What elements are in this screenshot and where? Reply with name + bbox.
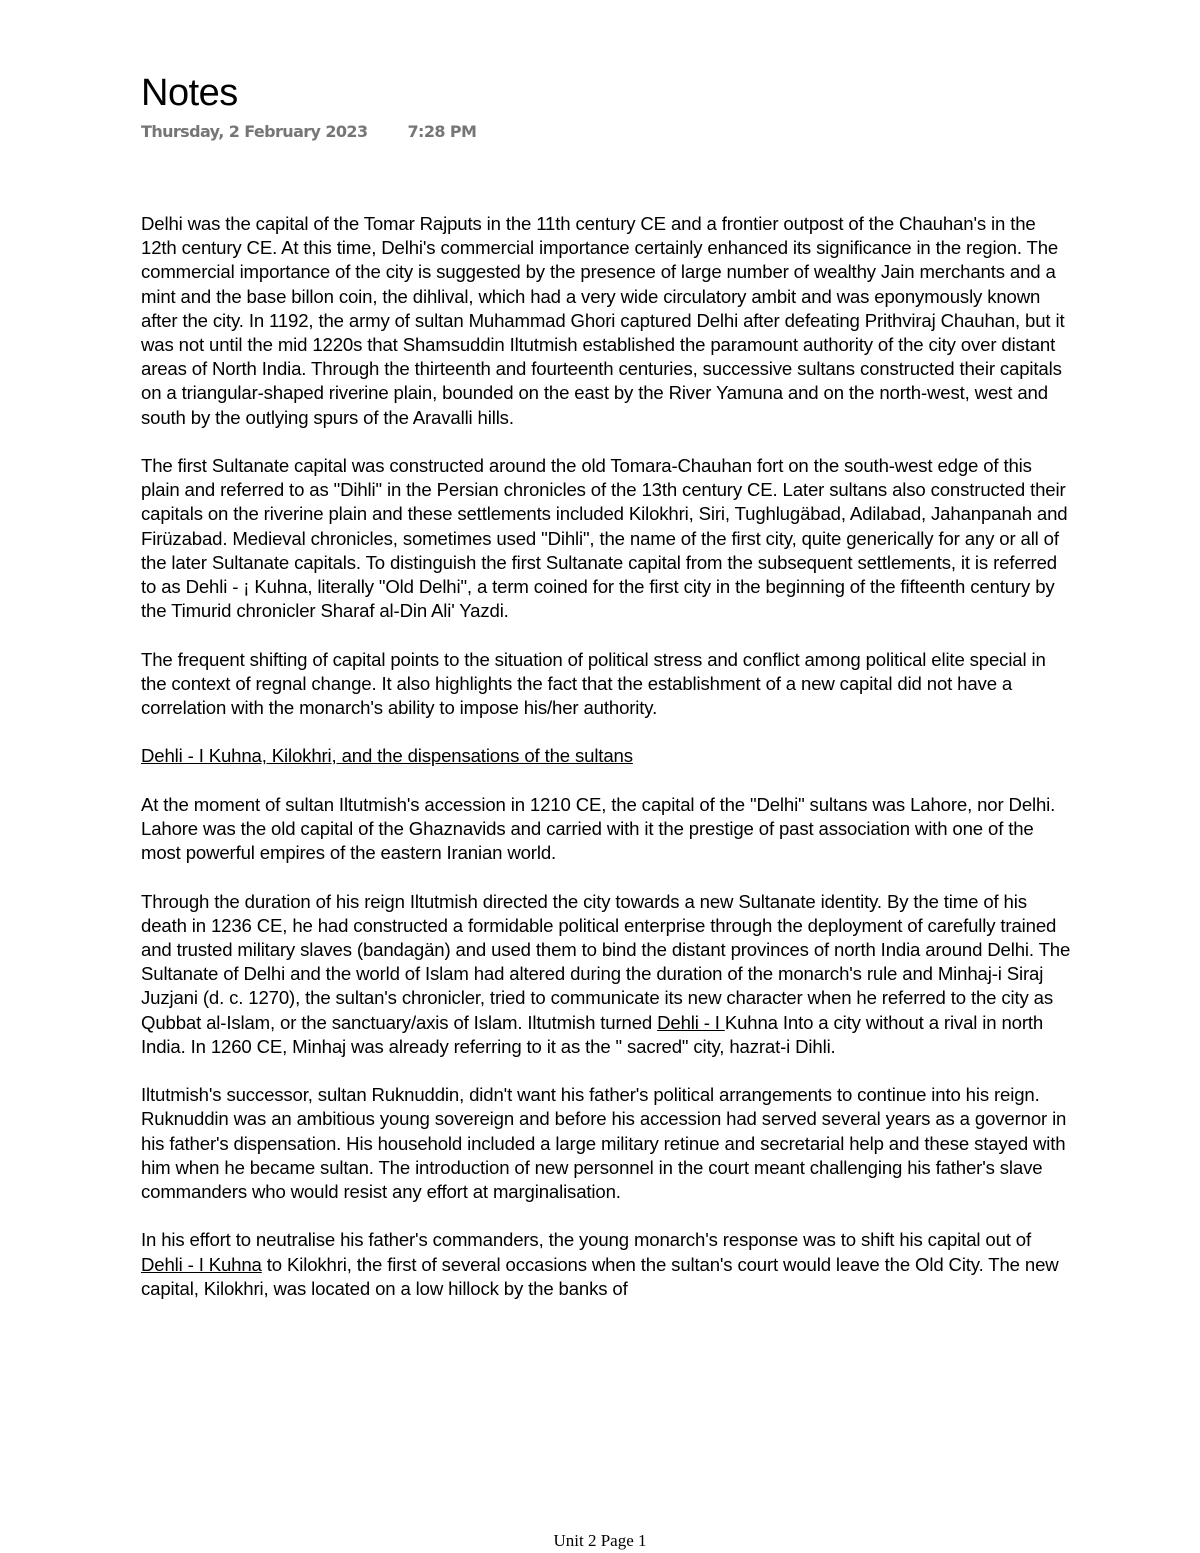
- page-title: Notes: [141, 72, 238, 114]
- note-body: [141, 212, 1071, 1325]
- note-timestamp: [141, 122, 476, 141]
- section-heading: Dehli - I Kuhna, Kilokhri, and the dispensations of the sultans: [141, 745, 633, 767]
- paragraph-5-part-a: Through the duration of his reign Iltutmish directed the city towards a new Sultanate identity. By the time of his death in 1236 CE, he had constructed a formidable political enterprise through the deployment of carefully trained and trusted military slaves (bandagän) and used them to bind the distant provinces of north India around Delhi. The Sultanate of Delhi and the world of Islam had altered during the duration of the monarch's rule and Minhaj-i Siraj Juzjani (d. c. 1270), the sultan's chronicler, tried to communicate its new character when he referred to the city as Qubbat al-Islam, or the sanctuary/axis of Islam. Iltutmish turned: [141, 890, 1071, 1033]
- note-date: Thursday, 2 February 2023: [141, 122, 368, 141]
- paragraph-4: At the moment of sultan Iltutmish's accession in 1210 CE, the capital of the "Delhi" sultans was Lahore, nor Delhi. Lahore was the old capital of the Ghaznavids and carried with it the prestige of past association with one of the most powerful empires of the eastern Iranian world.: [141, 793, 1056, 864]
- paragraph-3: The frequent shifting of capital points to the situation of political stress and conflict among political elite special in the context of regnal change. It also highlights the fact that the establishment of a new capital did not have a correlation with the monarch's ability to impose his/her authority.: [141, 648, 1046, 719]
- paragraph-7-part-a: In his effort to neutralise his father's commanders, the young monarch's response was to shift his capital out of: [141, 1229, 1032, 1251]
- note-time: 7:28 PM: [407, 122, 477, 141]
- paragraph-6: Iltutmish's successor, sultan Ruknuddin, didn't want his father's political arrangements to continue into his reign. Ruknuddin was an ambitious young sovereign and before his accession had served several years as a governor in his father's dispensation. His household included a large military retinue and secretarial help and these stayed with him when he became sultan. The introduction of new personnel in the court meant challenging his father's slave commanders who would resist any effort at marginalisation.: [141, 1084, 1067, 1203]
- paragraph-5: [141, 890, 1071, 1059]
- paragraph-5-part-b: Kuhna Into a city without a rival in north India. In 1260 CE, Minhaj was already referring to it as the " sacred" city, hazrat-i Dihli.: [141, 1011, 1044, 1057]
- paragraph-1: Delhi was the capital of the Tomar Rajputs in the 11th century CE and a frontier outpost of the Chauhan's in the 12th century CE. At this time, Delhi's commercial importance certainly enhanced its significance in the region. The commercial importance of the city is suggested by the presence of large number of wealthy Jain merchants and a mint and the base billon coin, the dihlival, which had a very wide circulatory ambit and was eponymously known after the city. In 1192, the army of sultan Muhammad Ghori captured Delhi after defeating Prithviraj Chauhan, but it was not until the mid 1220s that Shamsuddin Iltutmish established the paramount authority of the city over distant areas of North India. Through the thirteenth and fourteenth centuries, successive sultans constructed their capitals on a triangular-shaped riverine plain, bounded on the east by the River Yamuna and on the north-west, west and south by the outlying spurs of the Aravalli hills.: [141, 213, 1065, 428]
- page-footer: Unit 2 Page 1: [553, 1531, 647, 1550]
- paragraph-2: The first Sultanate capital was constructed around the old Tomara-Chauhan fort on the south-west edge of this plain and referred to as "Dihli" in the Persian chronicles of the 13th century CE. Later sultans also constructed their capitals on the riverine plain and these settlements included Kilokhri, Siri, Tughlugäbad, Adilabad, Jahanpanah and Firüzabad. Medieval chronicles, sometimes used "Dihli", the name of the first city, quite generically for any or all of the later Sultanate capitals. To distinguish the first Sultanate capital from the subsequent settlements, it is referred to as Dehli - ¡ Kuhna, literally "Old Delhi", a term coined for the first city in the beginning of the fifteenth century by the Timurid chronicler Sharaf al-Din Ali' Yazdi.: [141, 455, 1068, 622]
- paragraph-7-part-b: to Kilokhri, the first of several occasions when the sultan's court would leave the Old City. The new capital, Kilokhri, was located on a low hillock by the banks of: [141, 1253, 1059, 1299]
- paragraph-7: [141, 1228, 1071, 1301]
- underlined-term: Dehli - I: [657, 1011, 725, 1033]
- underlined-term: Dehli - I Kuhna: [141, 1253, 262, 1275]
